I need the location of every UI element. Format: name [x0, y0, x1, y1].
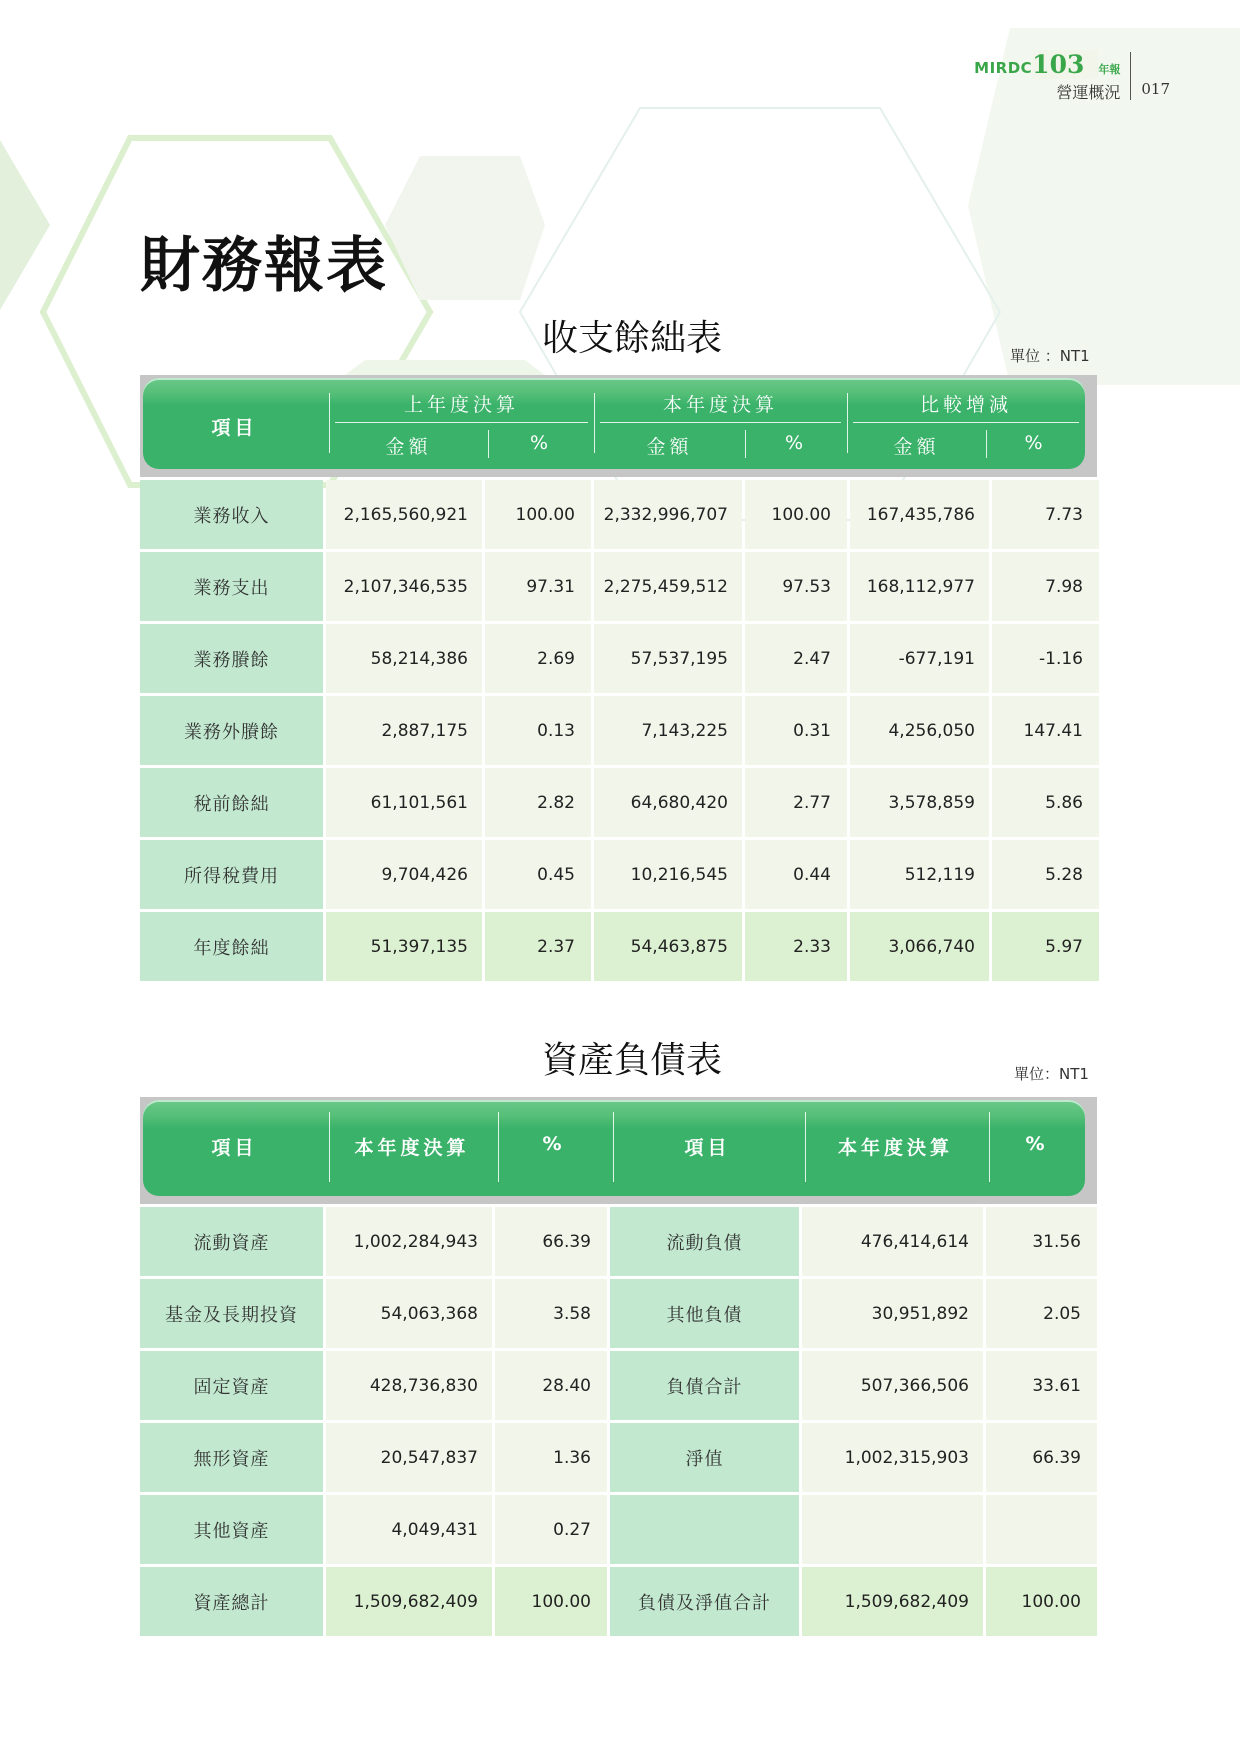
amount-cell: 51,397,135: [326, 912, 482, 981]
amount-cell: 61,101,561: [326, 768, 482, 837]
balance-table: [140, 1097, 1097, 1636]
percent-cell: 5.28: [992, 840, 1099, 909]
liability-percent: 66.39: [986, 1423, 1097, 1492]
amount-cell: 64,680,420: [594, 768, 742, 837]
asset-label: 無形資產: [140, 1423, 323, 1492]
brand-suffix: 年報: [1098, 63, 1121, 76]
liability-percent: 100.00: [986, 1567, 1097, 1636]
header-item-left: 項目: [211, 1137, 258, 1159]
percent-cell: 2.47: [745, 624, 847, 693]
header-rule: [600, 422, 841, 423]
liability-label: 負債合計: [610, 1351, 799, 1420]
asset-label: 基金及長期投資: [140, 1279, 323, 1348]
percent-cell: 0.31: [745, 696, 847, 765]
page-number: 017: [1141, 80, 1170, 98]
liability-percent: 2.05: [986, 1279, 1097, 1348]
row-label: 稅前餘絀: [140, 768, 323, 837]
asset-percent: 28.40: [495, 1351, 607, 1420]
percent-cell: 2.33: [745, 912, 847, 981]
income-table-body: [140, 477, 1097, 981]
liability-percent: 33.61: [986, 1351, 1097, 1420]
header-item: 項目: [211, 417, 258, 439]
percent-cell: 2.69: [485, 624, 591, 693]
income-table: [140, 375, 1097, 981]
percent-cell: 2.37: [485, 912, 591, 981]
percent-cell: 0.44: [745, 840, 847, 909]
liability-amount: 1,509,682,409: [802, 1567, 983, 1636]
amount-cell: 167,435,786: [850, 480, 989, 549]
balance-table-unit: 單位：NT1: [1014, 1065, 1089, 1083]
percent-cell: 5.97: [992, 912, 1099, 981]
percent-cell: 100.00: [485, 480, 591, 549]
percent-cell: 7.73: [992, 480, 1099, 549]
section-name: 營運概況: [1056, 83, 1121, 102]
amount-cell: 3,066,740: [850, 912, 989, 981]
amount-cell: -677,191: [850, 624, 989, 693]
liability-label: [610, 1495, 799, 1564]
asset-label: 流動資產: [140, 1207, 323, 1276]
header-current-right: 本年度決算: [837, 1137, 953, 1159]
liability-amount: 476,414,614: [802, 1207, 983, 1276]
amount-cell: 2,887,175: [326, 696, 482, 765]
liability-amount: 507,366,506: [802, 1351, 983, 1420]
asset-percent: 3.58: [495, 1279, 607, 1348]
income-table-unit: 單位 ：NT1: [1010, 347, 1090, 365]
liability-amount: 1,002,315,903: [802, 1423, 983, 1492]
percent-cell: 5.86: [992, 768, 1099, 837]
balance-table-header-frame: [140, 1097, 1097, 1204]
asset-label: 其他資產: [140, 1495, 323, 1564]
amount-cell: 512,119: [850, 840, 989, 909]
amount-cell: 2,275,459,512: [594, 552, 742, 621]
header-left: [974, 52, 1130, 103]
income-table-title: 收支餘絀表: [541, 318, 722, 359]
header-prior-year: 上年度決算: [403, 394, 519, 416]
header-current-amount: 金額: [646, 436, 693, 458]
amount-cell: 57,537,195: [594, 624, 742, 693]
page-title: 財務報表: [140, 231, 388, 301]
asset-label: 固定資產: [140, 1351, 323, 1420]
asset-percent: 0.27: [495, 1495, 607, 1564]
liability-label: 淨值: [610, 1423, 799, 1492]
amount-cell: 9,704,426: [326, 840, 482, 909]
amount-cell: 7,143,225: [594, 696, 742, 765]
liability-label: 其他負債: [610, 1279, 799, 1348]
asset-percent: 100.00: [495, 1567, 607, 1636]
percent-cell: 100.00: [745, 480, 847, 549]
header-rule: [853, 422, 1079, 423]
liability-percent: [986, 1495, 1097, 1564]
liability-label: 流動負債: [610, 1207, 799, 1276]
brand-logo: [974, 52, 1120, 77]
asset-amount: 428,736,830: [326, 1351, 492, 1420]
row-label: 業務收入: [140, 480, 323, 549]
amount-cell: 3,578,859: [850, 768, 989, 837]
percent-cell: 147.41: [992, 696, 1099, 765]
asset-percent: 66.39: [495, 1207, 607, 1276]
balance-table-title: 資產負債表: [541, 1040, 722, 1081]
brand-number: 103: [1032, 50, 1098, 79]
percent-cell: 0.13: [485, 696, 591, 765]
header-percent-right: %: [1025, 1133, 1049, 1155]
percent-cell: 2.82: [485, 768, 591, 837]
percent-cell: -1.16: [992, 624, 1099, 693]
header-difference: 比較增減: [919, 394, 1012, 416]
balance-table-header: [143, 1100, 1085, 1196]
amount-cell: 168,112,977: [850, 552, 989, 621]
amount-cell: 4,256,050: [850, 696, 989, 765]
amount-cell: 2,332,996,707: [594, 480, 742, 549]
page-header: [974, 52, 1170, 104]
header-diff-amount: 金額: [893, 436, 940, 458]
income-table-header: [143, 378, 1085, 469]
percent-cell: 2.77: [745, 768, 847, 837]
asset-amount: 54,063,368: [326, 1279, 492, 1348]
row-label: 年度餘絀: [140, 912, 323, 981]
header-rule: [335, 422, 588, 423]
header-percent-left: %: [542, 1133, 566, 1155]
amount-cell: 58,214,386: [326, 624, 482, 693]
row-label: 業務支出: [140, 552, 323, 621]
asset-amount: 20,547,837: [326, 1423, 492, 1492]
amount-cell: 2,107,346,535: [326, 552, 482, 621]
asset-label: 資產總計: [140, 1567, 323, 1636]
row-label: 業務賸餘: [140, 624, 323, 693]
asset-percent: 1.36: [495, 1423, 607, 1492]
header-diff-percent: %: [1024, 432, 1047, 454]
row-label: 業務外賸餘: [140, 696, 323, 765]
balance-table-body: [140, 1204, 1097, 1636]
row-label: 所得稅費用: [140, 840, 323, 909]
amount-cell: 10,216,545: [594, 840, 742, 909]
header-prior-percent: %: [529, 432, 553, 454]
header-current-percent: %: [784, 432, 808, 454]
liability-label: 負債及淨值合計: [610, 1567, 799, 1636]
brand-prefix: MIRDC: [974, 59, 1033, 77]
income-table-header-frame: [140, 375, 1097, 477]
liability-amount: 30,951,892: [802, 1279, 983, 1348]
percent-cell: 7.98: [992, 552, 1099, 621]
asset-amount: 1,509,682,409: [326, 1567, 492, 1636]
percent-cell: 0.45: [485, 840, 591, 909]
header-item-right: 項目: [684, 1137, 731, 1159]
percent-cell: 97.53: [745, 552, 847, 621]
liability-percent: 31.56: [986, 1207, 1097, 1276]
amount-cell: 54,463,875: [594, 912, 742, 981]
asset-amount: 1,002,284,943: [326, 1207, 492, 1276]
header-prior-amount: 金額: [385, 436, 432, 458]
header-current-year: 本年度決算: [662, 394, 778, 416]
liability-amount: [802, 1495, 983, 1564]
asset-amount: 4,049,431: [326, 1495, 492, 1564]
header-current-left: 本年度決算: [354, 1137, 470, 1159]
amount-cell: 2,165,560,921: [326, 480, 482, 549]
percent-cell: 97.31: [485, 552, 591, 621]
